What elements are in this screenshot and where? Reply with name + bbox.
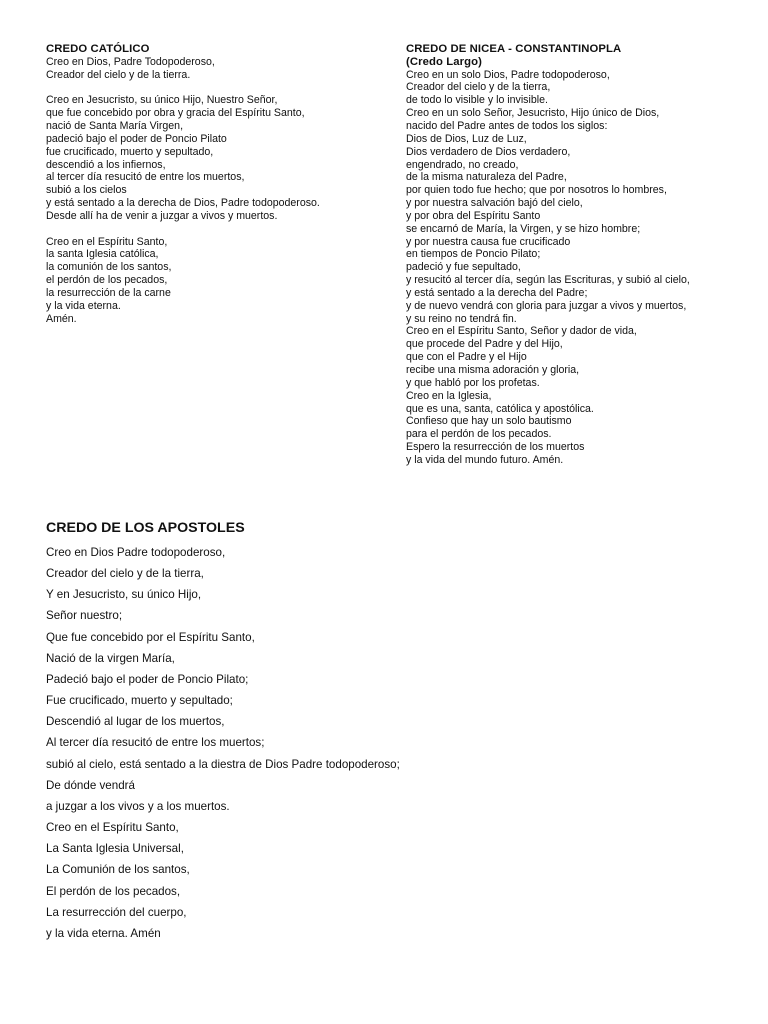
credo-nicea-line: y por nuestra salvación bajó del cielo,	[406, 197, 583, 210]
credo-catolico-line: Desde allí ha de venir a juzgar a vivos y muertos.	[46, 209, 278, 222]
credo-catolico-line: Creo en Dios, Padre Todopoderoso,	[46, 55, 215, 68]
credo-apostoles-line: Descendió al lugar de los muertos,	[46, 715, 225, 729]
credo-nicea-line: y la vida del mundo futuro. Amén.	[406, 453, 564, 466]
credo-apostoles-line: Fue crucificado, muerto y sepultado;	[46, 694, 233, 708]
credo-apostoles-line: De dónde vendrá	[46, 778, 135, 792]
credo-catolico-section	[46, 43, 376, 326]
credo-nicea-line: Dios de Dios, Luz de Luz,	[406, 132, 527, 145]
credo-nicea-line: de la misma naturaleza del Padre,	[406, 171, 567, 184]
credo-catolico-line: la resurrección de la carne	[46, 286, 171, 299]
credo-apostoles-line: Padeció bajo el poder de Poncio Pilato;	[46, 672, 249, 686]
credo-catolico-line: Creo en Jesucristo, su único Hijo, Nuestro Señor,	[46, 94, 278, 107]
credo-apostoles-line: Creo en el Espíritu Santo,	[46, 821, 179, 835]
credo-apostoles-line: Nació de la virgen María,	[46, 651, 175, 665]
credo-catolico-line: nació de Santa María Virgen,	[46, 120, 184, 133]
credo-apostoles-line: La Comunión de los santos,	[46, 863, 190, 877]
credo-catolico-line: Creador del cielo y de la tierra.	[46, 68, 191, 81]
credo-nicea-line: padeció y fue sepultado,	[406, 261, 521, 274]
credo-nicea-line: y está sentado a la derecha del Padre;	[406, 286, 588, 299]
credo-apostoles-line: Creo en Dios Padre todopoderoso,	[46, 546, 226, 559]
credo-apostoles-body	[46, 542, 746, 944]
credo-apostoles-line: Que fue concebido por el Espíritu Santo,	[46, 630, 255, 644]
credo-nicea-line: y de nuevo vendrá con gloria para juzgar a vivos y muertos,	[406, 299, 687, 312]
credo-catolico-line: descendió a los infiernos,	[46, 158, 166, 171]
credo-nicea-line: nacido del Padre antes de todos los siglos:	[406, 119, 608, 132]
credo-nicea-line: Creo en un solo Señor, Jesucristo, Hijo único de Dios,	[406, 107, 660, 120]
credo-apostoles-line: a juzgar a los vivos y a los muertos.	[46, 799, 230, 813]
credo-nicea-line: Espero la resurrección de los muertos	[406, 441, 585, 454]
credo-nicea-line: y resucitó al tercer día, según las Escrituras, y subió al cielo,	[406, 274, 690, 287]
credo-catolico-line: al tercer día resucitó de entre los muertos,	[46, 171, 245, 184]
credo-catolico-line: el perdón de los pecados,	[46, 274, 168, 287]
credo-catolico-line: Amén.	[46, 312, 77, 325]
credo-catolico-body	[46, 56, 376, 326]
credo-nicea-line: que con el Padre y el Hijo	[406, 351, 527, 364]
credo-catolico-line: y está sentado a la derecha de Dios, Padre todopoderoso.	[46, 197, 320, 210]
credo-nicea-line: recibe una misma adoración y gloria,	[406, 364, 580, 376]
credo-apostoles-line: subió al cielo, está sentado a la diestra de Dios Padre todopoderoso;	[46, 757, 400, 771]
credo-apostoles-section	[46, 518, 746, 944]
credo-nicea-line: de todo lo visible y lo invisible.	[406, 94, 548, 107]
credo-apostoles-title: CREDO DE LOS APOSTOLES	[46, 520, 245, 536]
credo-catolico-line: la comunión de los santos,	[46, 261, 172, 274]
credo-nicea-line: se encarnó de María, la Virgen, y se hizo hombre;	[406, 222, 641, 235]
credo-nicea-line: Dios verdadero de Dios verdadero,	[406, 145, 571, 158]
credo-apostoles-line: Creador del cielo y de la tierra,	[46, 567, 204, 581]
paragraph-gap	[46, 223, 376, 236]
credo-catolico-line: fue crucificado, muerto y sepultado,	[46, 145, 214, 158]
credo-nicea-line: que es una, santa, católica y apostólica.	[406, 402, 594, 415]
credo-catolico-line: y la vida eterna.	[46, 299, 121, 312]
credo-nicea-line: y por obra del Espíritu Santo	[406, 209, 541, 222]
credo-apostoles-line: y la vida eterna. Amén	[46, 926, 161, 940]
credo-apostoles-line: Señor nuestro;	[46, 609, 123, 623]
paragraph-gap	[46, 81, 376, 94]
credo-nicea-line: Confieso que hay un solo bautismo	[406, 415, 572, 428]
credo-nicea-line: que procede del Padre y del Hijo,	[406, 338, 563, 351]
credo-nicea-line: Creo en el Espíritu Santo, Señor y dador de vida,	[406, 325, 637, 338]
credo-nicea-body	[406, 69, 746, 467]
credo-apostoles-line: Y en Jesucristo, su único Hijo,	[46, 588, 202, 602]
credo-nicea-title: CREDO DE NICEA - CONSTANTINOPLA	[406, 43, 622, 55]
credo-nicea-line: y que habló por los profetas.	[406, 376, 540, 389]
credo-catolico-line: la santa Iglesia católica,	[46, 248, 159, 261]
credo-apostoles-line: La Santa Iglesia Universal,	[46, 842, 184, 856]
credo-catolico-title: CREDO CATÓLICO	[46, 43, 150, 55]
credo-nicea-subtitle: (Credo Largo)	[406, 55, 482, 68]
credo-nicea-line: para el perdón de los pecados.	[406, 428, 552, 441]
credo-nicea-line: por quien todo fue hecho; que por nosotros lo hombres,	[406, 184, 667, 197]
credo-nicea-line: y por nuestra causa fue crucificado	[406, 235, 571, 248]
credo-apostoles-line: El perdón de los pecados,	[46, 884, 181, 898]
credo-nicea-line: engendrado, no creado,	[406, 158, 519, 171]
credo-nicea-section	[406, 43, 746, 467]
credo-nicea-line: Creo en la Iglesia,	[406, 389, 492, 402]
credo-catolico-line: Creo en el Espíritu Santo,	[46, 235, 168, 248]
credo-apostoles-line: Al tercer día resucitó de entre los muertos;	[46, 736, 265, 750]
credo-apostoles-line: La resurrección del cuerpo,	[46, 905, 187, 919]
credo-catolico-line: padeció bajo el poder de Poncio Pilato	[46, 132, 227, 145]
credo-catolico-line: que fue concebido por obra y gracia del Espíritu Santo,	[46, 107, 305, 120]
credo-nicea-line: y su reino no tendrá fin.	[406, 312, 517, 325]
credo-nicea-line: en tiempos de Poncio Pilato;	[406, 248, 541, 261]
credo-nicea-line: Creador del cielo y de la tierra,	[406, 81, 551, 94]
credo-nicea-line: Creo en un solo Dios, Padre todopoderoso,	[406, 68, 610, 81]
credo-catolico-line: subió a los cielos	[46, 184, 127, 197]
